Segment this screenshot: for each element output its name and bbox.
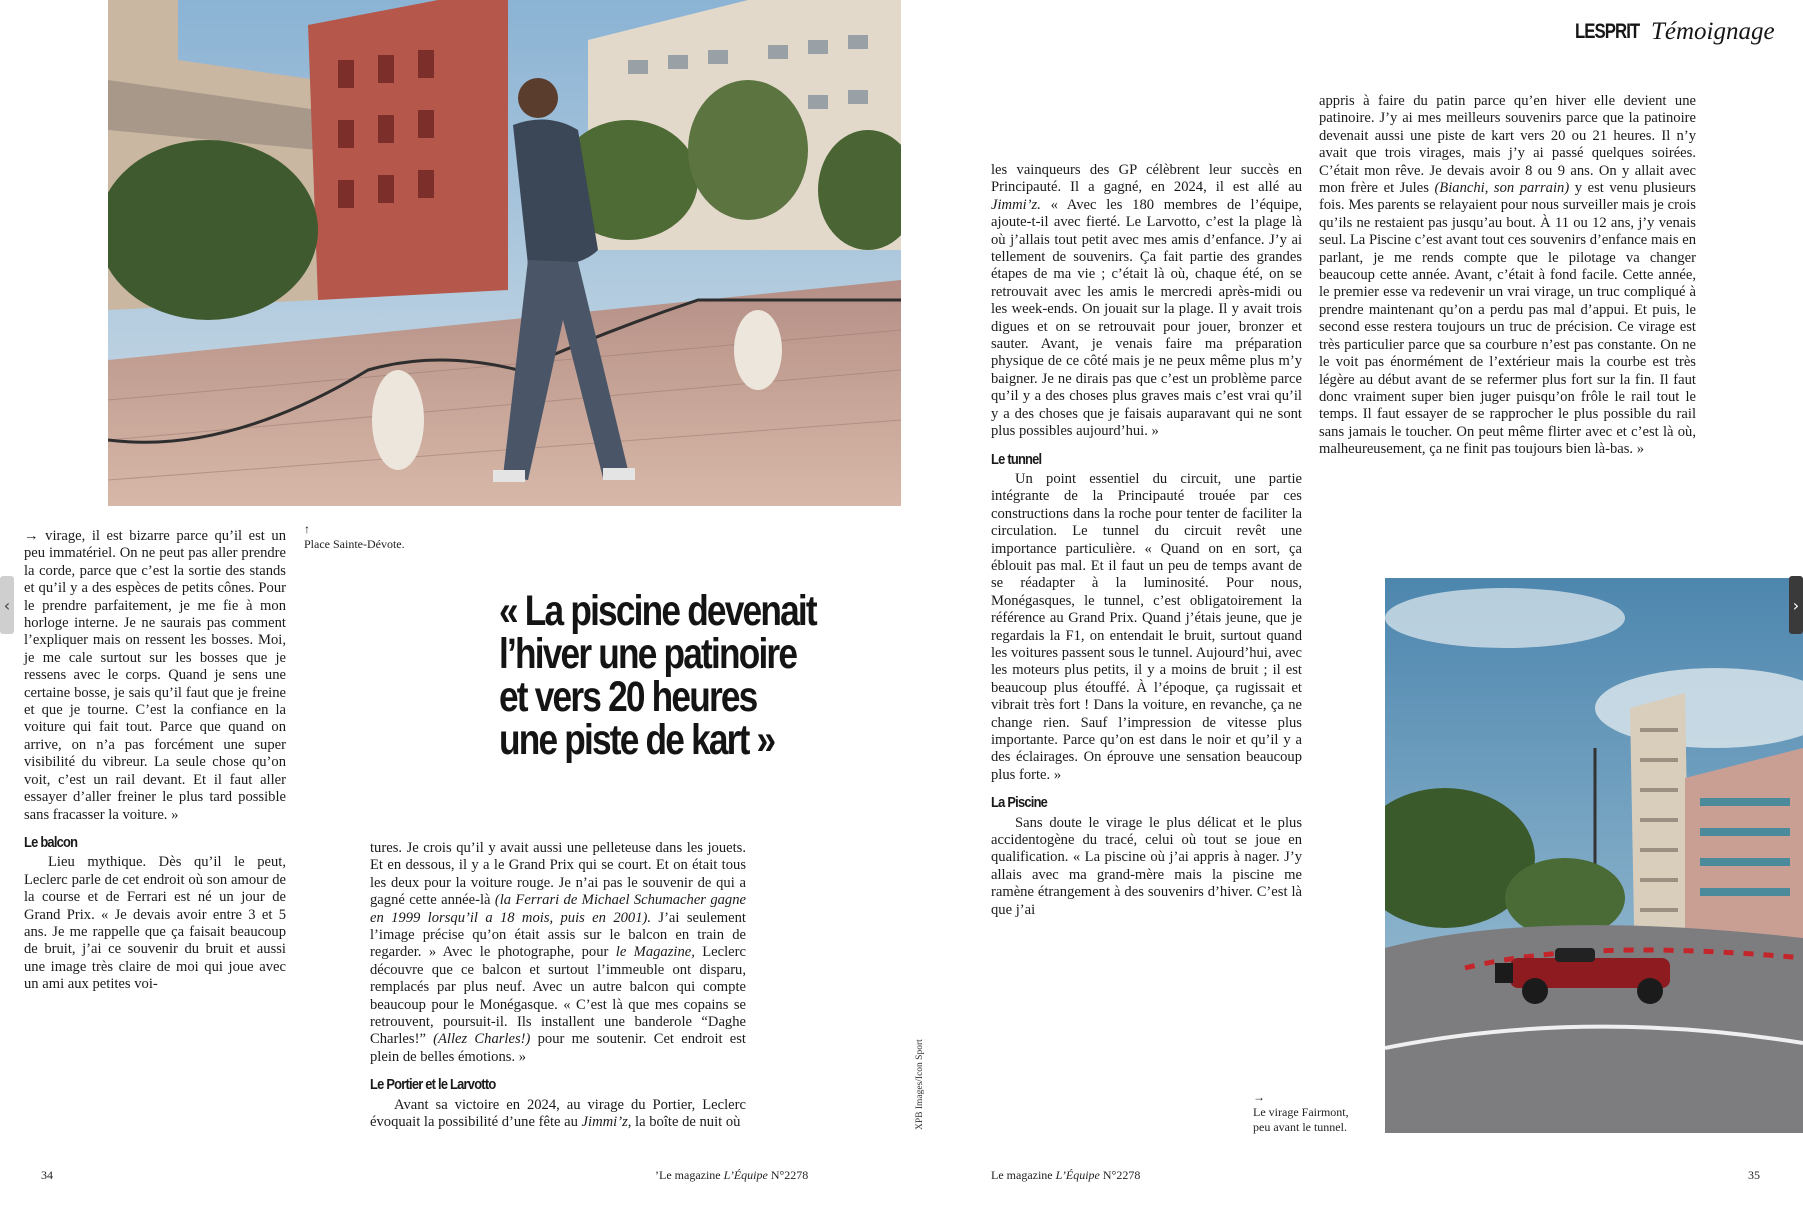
previous-page-button[interactable] <box>0 576 14 634</box>
pull-quote-line: l’hiver une patinoire <box>499 630 797 678</box>
caption-line: Le virage Fairmont, <box>1253 1105 1349 1119</box>
caption-arrow-up: ↑ <box>304 522 310 536</box>
magazine-folio-left: ’Le magazine L’Équipe N°2278 <box>655 1168 809 1182</box>
caption-line: peu avant le tunnel. <box>1253 1120 1347 1134</box>
photo-credit: XPB Images/Icon Sport <box>915 1039 925 1130</box>
brand-logo: LESPRIT <box>1575 20 1640 43</box>
paragraph: appris à faire du patin parce qu’en hiver elle devient une patinoire. J’y ai mes meilleurs souvenirs parce que la patinoire devenait aussi une piste de kart vers 20 ou 21 heures. Il n’y avait que trois virages, mais j’y ai passé quelques soirées. C’était mon rêve. Je devais avoir 8 ou 9 ans. On y allait avec mon frère et Jules (Bianchi, son parrain) y est venu plusieurs fois. Mes parents se relayaient pour nous surveiller mais je crois qu’ils ne restaient pas jusqu’au bout. À 11 ou 12 ans, j’y venais seul. La Piscine c’est avant tout ces souvenirs d’enfance mais en parlant, je me rends compte que le pilotage va changer beaucoup cette année. Avant, c’était à fond facile. Cette année, le premier esse va redevenir un vrai virage, un truc compliqué à prendre maintenant qu’on a perdu pas mal d’appui. Et puis, le second esse restera toujours un truc de précision. Ce virage est très particulier parce que sa courbure n’est pas constante. On ne le voit pas énormément de l’extérieur mais la courbe est très légère au début avant de se refermer plus fort sur la fin. Il faut donc vraiment super bien juger puisqu’on frôle le rail tout le temps. Il faut essayer de se rapprocher le plus possible du rail sans jamais le toucher. On peut même flirter avec et c’est là où, malheureusement, ça ne finit pas toujours bien là-bas. » <box>1319 93 1696 458</box>
section-heading-le-portier: Le Portier et le Larvotto <box>370 1076 496 1094</box>
pull-quote-line: « La piscine devenait <box>499 587 816 635</box>
paragraph: Avant sa victoire en 2024, au virage du Portier, Leclerc évoquait la possibilité d’une fête au Jimmi’z, la boîte de nuit où <box>370 1096 746 1131</box>
article-column-1 <box>24 528 286 994</box>
paragraph: Un point essentiel du circuit, une partie intégrante de la Principauté trouée par ces constructions dans la roche pour tenter de faciliter la circulation. Le tunnel du circuit revêt une importance particulière. « Quand on en sort, ça éblouit pas mal. Et il faut un peu de temps avant de se réadapter à la luminosité. Pour nous, Monégasques, le tunnel, c’est obligatoirement la référence au Grand Prix. Quand j’étais jeune, que je regardais la F1, on entendait le bruit, surtout quand les voitures passent sous le tunnel. Aujourd’hui, avec les moteurs plus petits, il y a moins de bruit ; il est beaucoup plus étouffé. À l’époque, ça rugissait et vibrait très fort ! Dans la voiture, en revanche, ça ne change rien. Sauf l’impression de vitesse plus importante. Parce qu’on est dans le noir et qu’il y a des éclairages. On éprouve une sensation beaucoup plus forte. » <box>991 470 1302 783</box>
photo-virage-fairmont <box>1385 578 1803 1133</box>
photo-place-sainte-devote <box>108 0 901 506</box>
caption-virage-fairmont <box>1253 1090 1349 1135</box>
paragraph: tures. Je crois qu’il y avait aussi une pelleteuse dans les jouets. Et en dessous, il y a le Grand Prix qui se court. Et on était tous les deux pour la voiture rouge. Je n’ai pas le souvenir de qui a gagné cette année-là (la Ferrari de Michael Schumacher gagne en 1999 lorsqu’il a 18 mois, puis en 2001). J’ai seulement l’image précise qu’on était assis sur le balcon en train de regarder. » Avec le photographe, pour le Magazine, Leclerc découvre que ce balcon et surtout l’immeuble ont disparu, remplacés par plus neuf. Avec un autre balcon qui compte beaucoup pour le Monégasque. « C’est là que mes copains se retrouvent, poursuit-il. Ils installent une banderole “Daghe Charles!” (Allez Charles!) pour me soutenir. Cet endroit est plein de belles émotions. » <box>370 840 746 1065</box>
section-heading-le-balcon: Le balcon <box>24 833 78 851</box>
caption-arrow-right: → <box>1253 1090 1265 1104</box>
section-heading-le-tunnel: Le tunnel <box>991 450 1042 468</box>
caption-text: Place Sainte-Dévote. <box>304 537 405 551</box>
pull-quote <box>499 587 816 764</box>
next-page-button[interactable] <box>1789 576 1803 634</box>
paragraph: les vainqueurs des GP célèbrent leur succès en Principauté. Il a gagné, en 2024, il est allé au Jimmi’z. « Avec les 180 membres de l’équipe, ajoute-t-il avec fierté. Le Larvotto, c’est la plage là où j’allais tout petit avec mes amis d’enfance. J’y ai tellement de souvenirs. Ça fait partie des grandes étapes de ma vie ; c’était là où, chaque été, on se retrouvait avec les amis le mercredi après-midi ou les week-ends. On jouait sur la plage. Il y avait trois digues et on se retrouvait pour jouer, bronzer et sauter. Avant, je venais faire ma préparation physique de ce côté mais je ne peux même plus m’y baigner. Je ne dirais pas que c’est un problème parce qu’il y a des choses plus graves mais c’est vrai qu’il y a des choses que je faisais auparavant qui ne sont plus possibles aujourd’hui. » <box>991 162 1302 440</box>
chevron-right-icon: › <box>1792 595 1800 615</box>
article-column-2 <box>370 840 746 1132</box>
paragraph: Lieu mythique. Dès qu’il le peut, Leclerc parle de cet endroit où son amour de la course et de Ferrari est né un jour de Grand Prix. « Je devais avoir entre 3 et 5 ans. Je me rappelle que ça faisait beaucoup de bruit, j’ai ce souvenir du bruit et aussi une image très claire de moi qui joue avec un ami aux petites voi- <box>24 854 286 993</box>
paragraph: → virage, il est bizarre parce qu’il est un peu immatériel. On ne peut pas aller prendre la corde, parce que c’est la sortie des stands et qu’il y a des espèces de petits cônes. Pour le prendre parfaitement, je me fie à mon horloge interne. Je ne saurais pas comment l’expliquer mais on ressent les bosses. Moi, je me cale surtout sur les bosses que je ressens avec le corps. Quand je sens une certaine bosse, je sais qu’il faut que je freine et que je tourne. C’est la confiance en la voiture qui fait tout. Parce que quand on arrive, on n’a pas forcément une super visibilité du vibreur. La seule chose qu’on voit, c’est un rail devant. Et il faut aller essayer d’aller freiner le plus tard possible sans fracasser la voiture. » <box>24 528 286 823</box>
rubric-title: Témoignage <box>1651 18 1775 45</box>
chevron-left-icon: ‹ <box>3 595 11 615</box>
pull-quote-line: une piste de kart » <box>499 716 775 764</box>
article-column-4 <box>1319 93 1696 459</box>
article-column-3 <box>991 162 1302 919</box>
magazine-folio-right: Le magazine L’Équipe N°2278 <box>991 1168 1141 1182</box>
page-number-right: 35 <box>1748 1168 1760 1182</box>
caption-place-sainte-devote <box>304 522 405 552</box>
section-heading-la-piscine: La Piscine <box>991 794 1048 812</box>
pull-quote-line: et vers 20 heures <box>499 673 757 721</box>
page-number-left: 34 <box>41 1168 53 1182</box>
paragraph: Sans doute le virage le plus délicat et le plus accidentogène du tracé, celui où tout se joue en qualification. « La piscine où j’ai appris à nager. J’y allais avec ma grand-mère mais la piscine me ramène étrangement à des souvenirs d’hiver. C’est là que j’ai <box>991 814 1302 918</box>
